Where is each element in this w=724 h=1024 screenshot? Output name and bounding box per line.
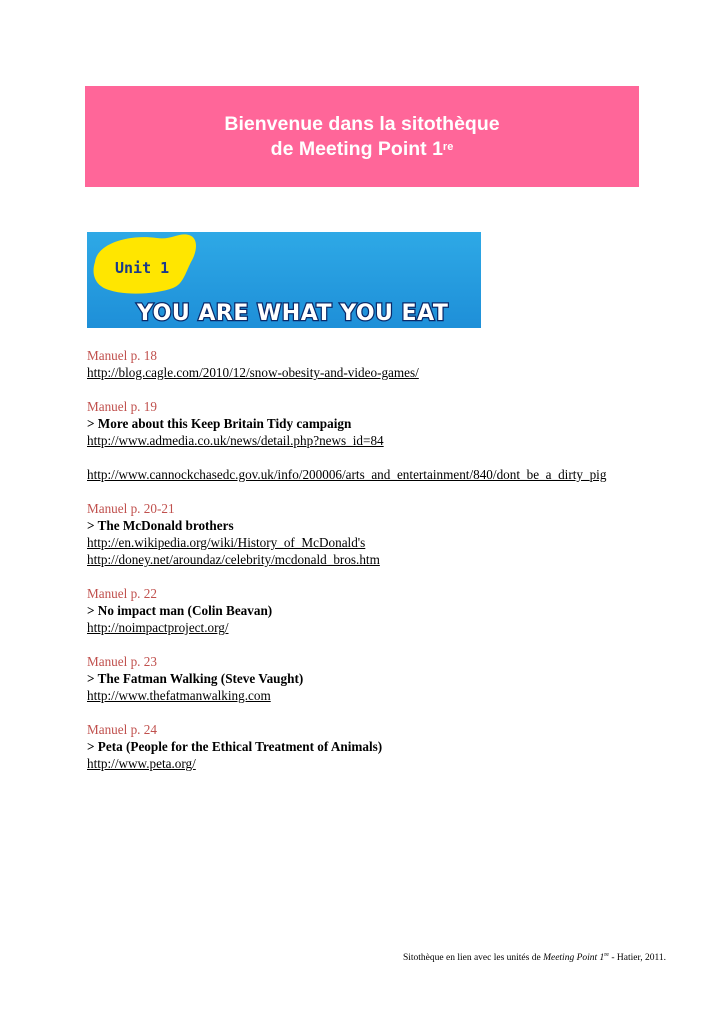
link[interactable]: http://en.wikipedia.org/wiki/History_of_McDonald's	[87, 535, 366, 550]
section-p19-extra	[87, 466, 647, 483]
page-title-sup: re	[442, 140, 454, 153]
section-p19	[87, 398, 647, 449]
link[interactable]: http://www.cannockchasedc.gov.uk/info/200006/arts_and_entertainment/840/dont_be_a_dirty_pig	[87, 467, 607, 482]
manuel-page: Manuel p. 20-21	[87, 501, 175, 516]
unit-banner-graphic	[87, 232, 481, 328]
page-title-line2	[271, 137, 454, 162]
footer-suffix: - Hatier, 2011.	[608, 953, 666, 964]
resource-title: > No impact man (Colin Beavan)	[87, 603, 273, 618]
page-footer	[403, 952, 666, 963]
section-p23	[87, 653, 647, 704]
link[interactable]: http://blog.cagle.com/2010/12/snow-obesity-and-video-games/	[87, 365, 419, 380]
links-list	[87, 347, 647, 789]
link[interactable]: http://www.peta.org/	[87, 756, 196, 771]
resource-title: > More about this Keep Britain Tidy campaign	[87, 416, 352, 431]
footer-prefix: Sitothèque en lien avec les unités de	[402, 953, 544, 964]
page-title-box	[85, 86, 639, 187]
manuel-page: Manuel p. 18	[87, 348, 157, 363]
manuel-page: Manuel p. 19	[87, 399, 157, 414]
footer-book-sup: re	[604, 952, 609, 958]
unit-banner	[87, 232, 481, 328]
resource-title: > The Fatman Walking (Steve Vaught)	[87, 671, 304, 686]
resource-title: > Peta (People for the Ethical Treatment of Animals)	[87, 739, 383, 754]
banner-unit-label: Unit 1	[115, 259, 170, 277]
banner-heading: YOU ARE WHAT YOU EAT	[137, 301, 449, 326]
link[interactable]: http://www.admedia.co.uk/news/detail.php?news_id=84	[87, 433, 384, 448]
link[interactable]: http://doney.net/aroundaz/celebrity/mcdonald_bros.htm	[87, 552, 380, 567]
resource-title: > The McDonald brothers	[87, 518, 234, 533]
link[interactable]: http://www.thefatmanwalking.com	[87, 688, 271, 703]
section-p22	[87, 585, 647, 636]
link[interactable]: http://noimpactproject.org/	[87, 620, 229, 635]
section-p24	[87, 721, 647, 772]
page-title-line2-text: de Meeting Point 1	[270, 137, 443, 160]
footer-book: Meeting Point 1	[543, 953, 605, 964]
manuel-page: Manuel p. 24	[87, 722, 157, 737]
manuel-page: Manuel p. 22	[87, 586, 157, 601]
section-p18	[87, 347, 647, 381]
section-p20-21	[87, 500, 647, 568]
page-title-line1: Bienvenue dans la sitothèque	[224, 112, 500, 135]
manuel-page: Manuel p. 23	[87, 654, 157, 669]
